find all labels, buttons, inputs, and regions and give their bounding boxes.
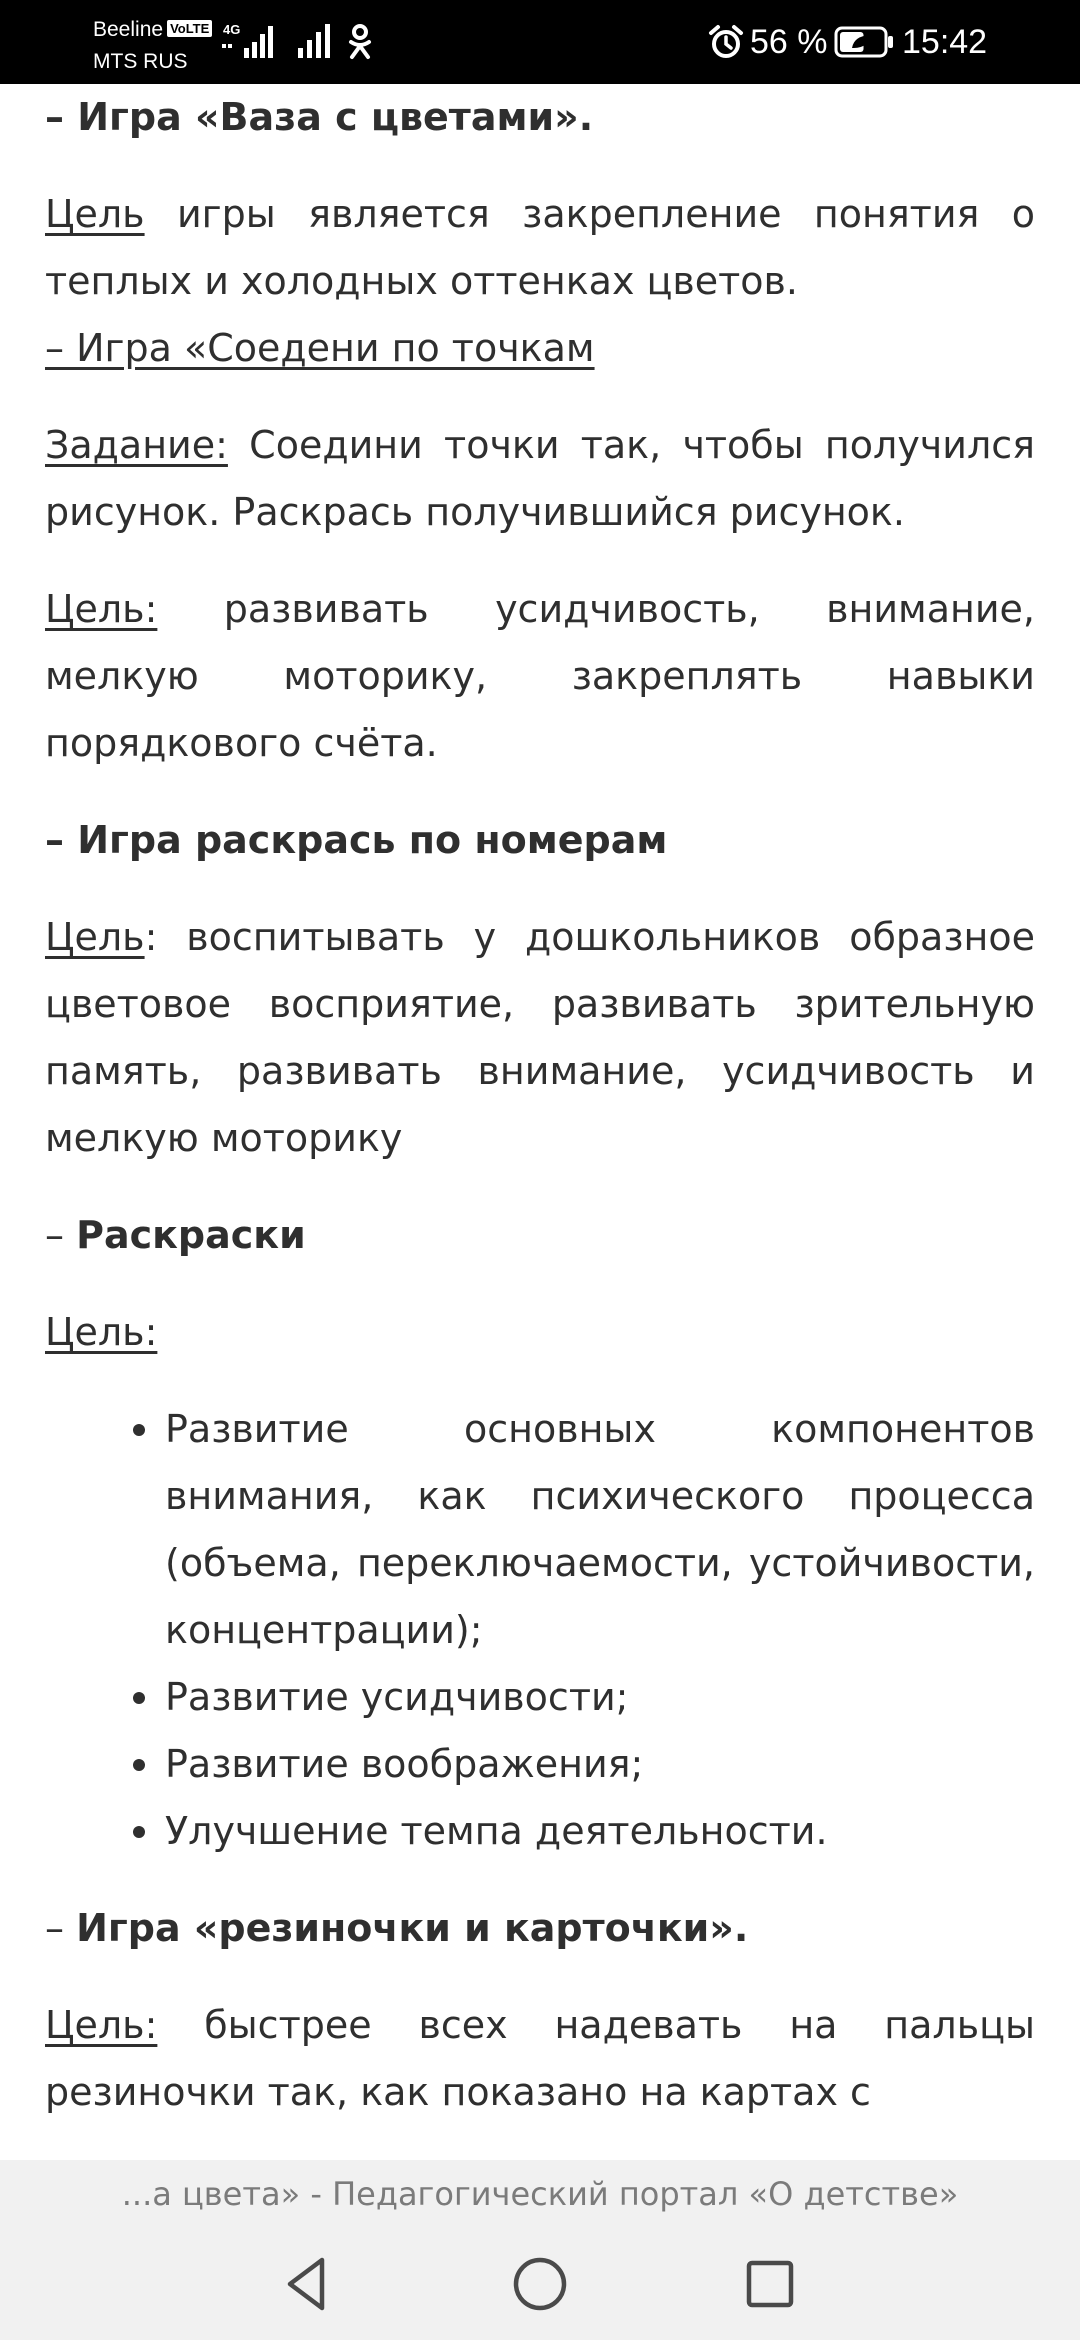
task-label: Задание: <box>45 423 228 467</box>
goal-label: Цель: <box>45 587 158 631</box>
odnoklassniki-icon <box>348 24 372 60</box>
game-4-title-text: Раскраски <box>76 1213 306 1257</box>
volte-badge: VoLTE <box>167 20 212 37</box>
battery-percent: 56 % <box>750 23 828 61</box>
game-5-goal-text: быстрее всех надевать на пальцы резиночки так, как показано на картах с <box>45 2003 1035 2114</box>
game-2-title: – Игра «Соедени по точкам <box>45 326 595 370</box>
carrier-2-name: MTS RUS <box>93 50 188 73</box>
battery-saver-icon <box>834 26 894 58</box>
goal-label: Цель: <box>45 1310 158 1354</box>
recents-icon[interactable] <box>740 2254 800 2314</box>
carrier-info <box>93 14 212 78</box>
list-item: Развитие усидчивости; <box>165 1664 1035 1731</box>
game-2-goal-paragraph <box>45 576 1035 777</box>
home-icon[interactable] <box>510 2254 570 2314</box>
game-5-title-text: Игра «резиночки и карточки». <box>76 1906 749 1950</box>
network-type: 4G <box>223 22 241 37</box>
goal-label: Цель <box>45 192 145 236</box>
carrier-1-name: Beeline <box>93 18 164 41</box>
game-1-goal-text: игры является закрепление понятия о теплых и холодных оттенках цветов. <box>45 192 1035 303</box>
game-4-goals-list <box>45 1396 1035 1865</box>
game-5-title <box>45 1895 1035 1962</box>
back-icon[interactable] <box>278 2254 338 2314</box>
game-2-task-text: Соедини точки так, чтобы получился рисунок. Раскрась получившийся рисунок. <box>45 423 1035 534</box>
goal-label: Цель: <box>45 2003 158 2047</box>
goal-label: Цель <box>45 915 145 959</box>
signal-strength-icon <box>298 22 332 60</box>
system-navigation-bar <box>0 2228 1080 2340</box>
game-5-dash: – <box>45 1906 77 1950</box>
game-4-dash: – <box>45 1213 77 1257</box>
signal-strength-icon <box>222 22 274 60</box>
list-item: Улучшение темпа деятельности. <box>165 1798 1035 1865</box>
game-5-goal-paragraph <box>45 1992 1035 2126</box>
status-bar <box>0 0 1080 84</box>
article-content[interactable] <box>45 84 1035 2160</box>
game-4-title <box>45 1202 1035 1269</box>
game-4-goal-heading <box>45 1299 1035 1366</box>
alarm-icon <box>708 24 744 60</box>
game-3-goal-text: : воспитывать у дошкольников образное цветовое восприятие, развивать зрительную память, развивать внимание, усидчивость и мелкую моторику <box>45 915 1035 1160</box>
list-item: Развитие основных компонентов внимания, как психического процесса (объема, переключаемости, устойчивости, концентрации); <box>165 1396 1035 1664</box>
game-2-goal-text: развивать усидчивость, внимание, мелкую моторику, закреплять навыки порядкового счёта. <box>45 587 1035 765</box>
game-1-goal-paragraph <box>45 181 1035 315</box>
page-title: ...а цвета» - Педагогический портал «О детстве» <box>121 2175 959 2213</box>
list-item: Развитие воображения; <box>165 1731 1035 1798</box>
clock: 15:42 <box>902 23 988 61</box>
page-title-bar[interactable] <box>0 2160 1080 2228</box>
game-3-goal-paragraph <box>45 904 1035 1172</box>
game-1-title: – Игра «Ваза с цветами». <box>45 95 594 139</box>
game-2-task-paragraph <box>45 412 1035 546</box>
game-3-title: – Игра раскрась по номерам <box>45 818 668 862</box>
